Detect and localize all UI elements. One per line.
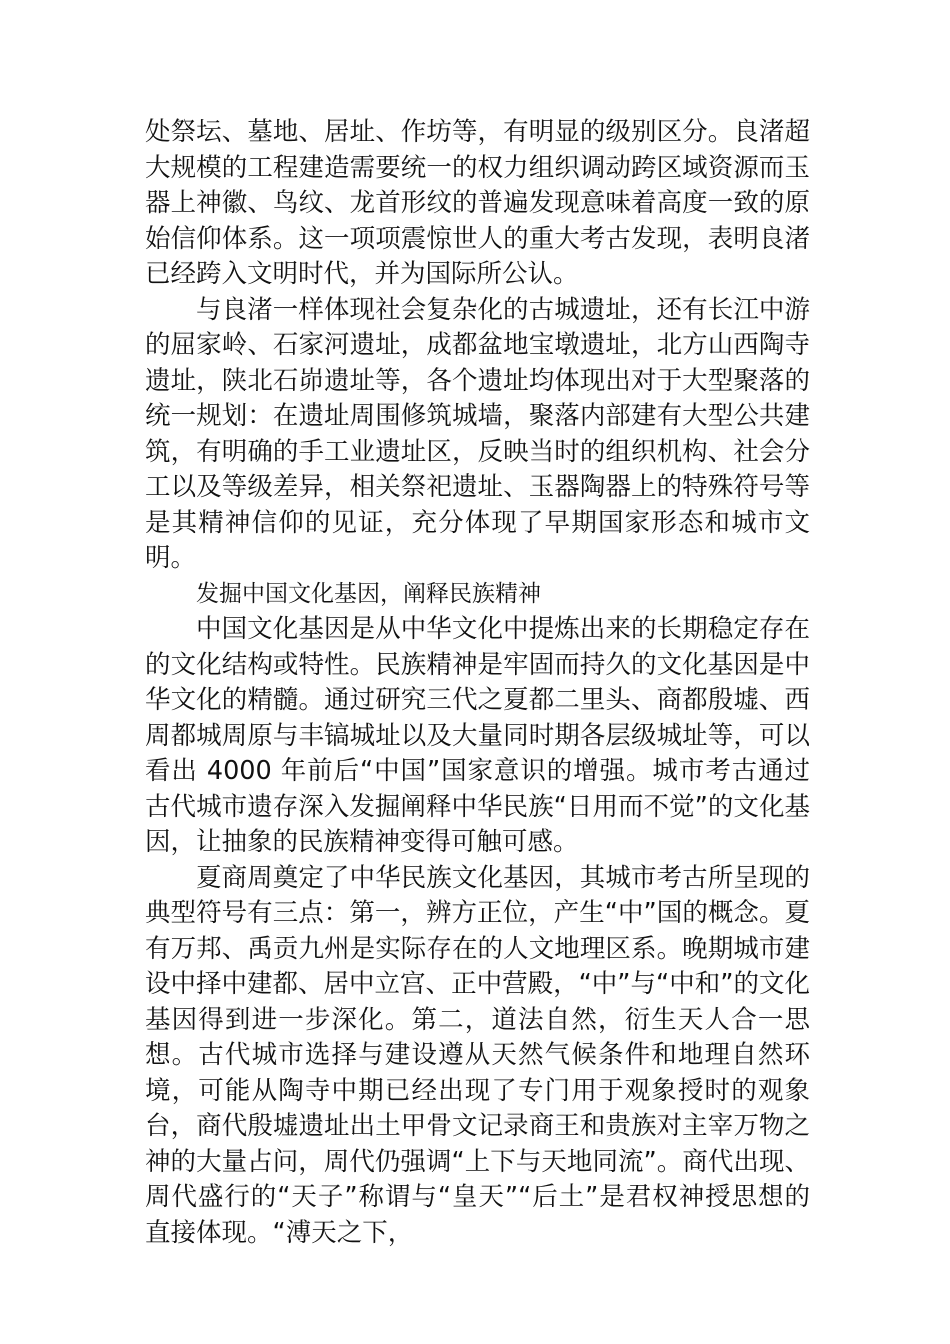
section-heading: 发掘中国文化基因，阐释民族精神 xyxy=(196,580,541,607)
document-page xyxy=(145,115,810,1251)
paragraph-cultural-gene: 中国文化基因是从中华文化中提炼出来的长期稳定存在的文化结构或特性。民族精神是牢固而持久的文化基因是中华文化的精髓。通过研究三代之夏都二里头、商都殷墟、西周都城周原与丰镐城址以及大量同时期各层级城址等，可以看出 4000 年前后“中国”国家意识的增强。城市考古通过古代城市遗存深入发掘阐释中华民族“日用而不觉”的文化基因，让抽象的民族精神变得可触可感。 xyxy=(145,614,810,857)
paragraph-xia-shang-zhou: 夏商周奠定了中华民族文化基因，其城市考古所呈现的典型符号有三点：第一，辨方正位，产生“中”国的概念。夏有万邦、禹贡九州是实际存在的人文地理区系。晚期城市建设中择中建都、居中立宫、正中营殿，“中”与“中和”的文化基因得到进一步深化。第二，道法自然，衍生天人合一思想。古代城市选择与建设遵从天然气候条件和地理自然环境，可能从陶寺中期已经出现了专门用于观象授时的观象台，商代殷墟遗址出土甲骨文记录商王和贵族对主宰万物之神的大量占问，周代仍强调“上下与天地同流”。商代出现、周代盛行的“天子”称谓与“皇天”“后土”是君权神授思想的直接体现。“溥天之下， xyxy=(145,862,810,1248)
paragraph-ancient-city-sites: 与良渚一样体现社会复杂化的古城遗址，还有长江中游的屈家岭、石家河遗址，成都盆地宝墩遗址，北方山西陶寺遗址，陕北石峁遗址等，各个遗址均体现出对于大型聚落的统一规划：在遗址周围修筑城墙，聚落内部建有大型公共建筑，有明确的手工业遗址区，反映当时的组织机构、社会分工以及等级差异，相关祭祀遗址、玉器陶器上的特殊符号等是其精神信仰的见证，充分体现了早期国家形态和城市文明。 xyxy=(145,294,810,573)
paragraph-liangzhu-continuation: 处祭坛、墓地、居址、作坊等，有明显的级别区分。良渚超大规模的工程建造需要统一的权力组织调动跨区域资源而玉器上神徽、鸟纹、龙首形纹的普遍发现意味着高度一致的原始信仰体系。这一项项震惊世人的重大考古发现，表明良渚已经跨入文明时代，并为国际所公认。 xyxy=(145,117,810,289)
